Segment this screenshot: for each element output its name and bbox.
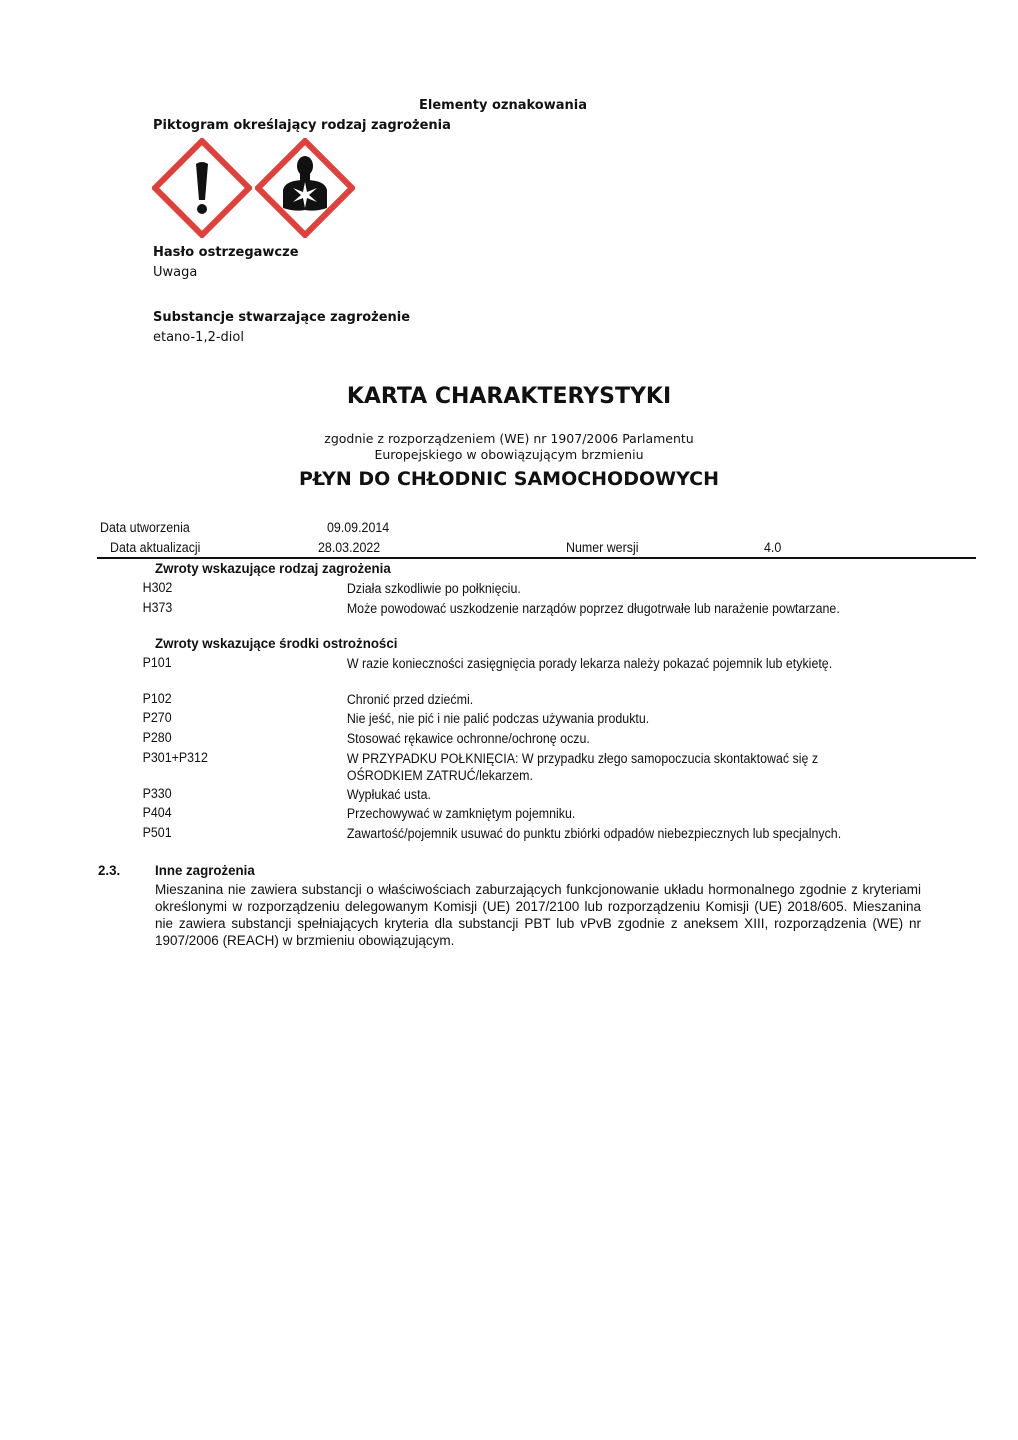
document-subtitle-line1: zgodnie z rozporządzeniem (WE) nr 1907/2006 Parlamentu <box>324 431 694 446</box>
statement-code: P280 <box>142 730 172 745</box>
document-title: KARTA CHARAKTERYSTYKI <box>346 384 672 409</box>
statement-text: Stosować rękawice ochronne/ochronę oczu. <box>346 731 590 746</box>
statement-code: H373 <box>142 600 173 615</box>
hazard-statements-heading: Zwroty wskazujące rodzaj zagrożenia <box>155 560 391 576</box>
exclamation-mark-hazard-icon <box>152 138 252 238</box>
statement-text: Może powodować uszkodzenie narządów poprzez długotrwałe lub narażenie powtarzane. <box>346 601 840 616</box>
statement-code: H302 <box>142 580 173 595</box>
health-hazard-icon <box>255 138 355 238</box>
section-number: 2.3. <box>98 862 121 878</box>
pictogram-heading: Piktogram określający rodzaj zagrożenia <box>153 118 451 133</box>
updated-value: 28.03.2022 <box>318 540 381 555</box>
statement-code: P301+P312 <box>142 750 208 765</box>
other-hazards-text: Mieszanina nie zawiera substancji o właściwościach zaburzających funkcjonowanie układu hormonalnego zgodnie z kryteriami określonymi w rozporządzeniu delegowanym Komisji (UE) 2017/2100 lub rozporządzeniu Komisji (UE) 2018/605. Mieszanina nie zawiera substancji spełniających kryteria dla substancji PBT lub vPvB zgodnie z aneksem XIII, rozporządzenia (WE) nr 1907/2006 (REACH) w brzmieniu obowiązującym. <box>155 882 921 948</box>
other-hazards-heading: Inne zagrożenia <box>155 862 255 878</box>
label-elements-title: Elementy oznakowania <box>419 98 588 113</box>
precautionary-statements-heading: Zwroty wskazujące środki ostrożności <box>155 635 398 651</box>
statement-code: P404 <box>142 805 172 820</box>
created-label: Data utworzenia <box>100 520 190 535</box>
signal-word-heading: Hasło ostrzegawcze <box>153 245 299 260</box>
statement-code: P101 <box>142 655 172 670</box>
product-name: PŁYN DO CHŁODNIC SAMOCHODOWYCH <box>298 468 720 490</box>
statement-text: W PRZYPADKU POŁKNIĘCIA: W przypadku złego samopoczucia skontaktować się z OŚRODKIEM ZATRUĆ/lekarzem. <box>346 751 819 783</box>
statement-text: Chronić przed dziećmi. <box>346 692 474 707</box>
header-divider <box>97 557 976 559</box>
signal-word: Uwaga <box>153 265 198 280</box>
statement-text: Wypłukać usta. <box>346 787 431 802</box>
statement-text: W razie konieczności zasięgnięcia porady lekarza należy pokazać pojemnik lub etykietę. <box>346 656 833 671</box>
statement-code: P330 <box>142 786 172 801</box>
created-value: 09.09.2014 <box>327 520 390 535</box>
statement-text: Przechowywać w zamkniętym pojemniku. <box>346 806 576 821</box>
statement-text: Nie jeść, nie pić i nie palić podczas używania produktu. <box>346 711 650 726</box>
statement-text: Zawartość/pojemnik usuwać do punktu zbiórki odpadów niebezpiecznych lub specjalnych. <box>346 826 842 841</box>
version-value: 4.0 <box>764 540 782 555</box>
statement-code: P270 <box>142 710 172 725</box>
statement-code: P501 <box>142 825 172 840</box>
updated-label: Data aktualizacji <box>110 540 201 555</box>
statement-code: P102 <box>142 691 172 706</box>
document-subtitle-line2: Europejskiego w obowiązującym brzmieniu <box>374 447 644 462</box>
hazardous-substances-heading: Substancje stwarzające zagrożenie <box>153 310 411 325</box>
hazardous-substance: etano-1,2-diol <box>153 330 244 345</box>
version-label: Numer wersji <box>566 540 639 555</box>
statement-text: Działa szkodliwie po połknięciu. <box>346 581 521 596</box>
